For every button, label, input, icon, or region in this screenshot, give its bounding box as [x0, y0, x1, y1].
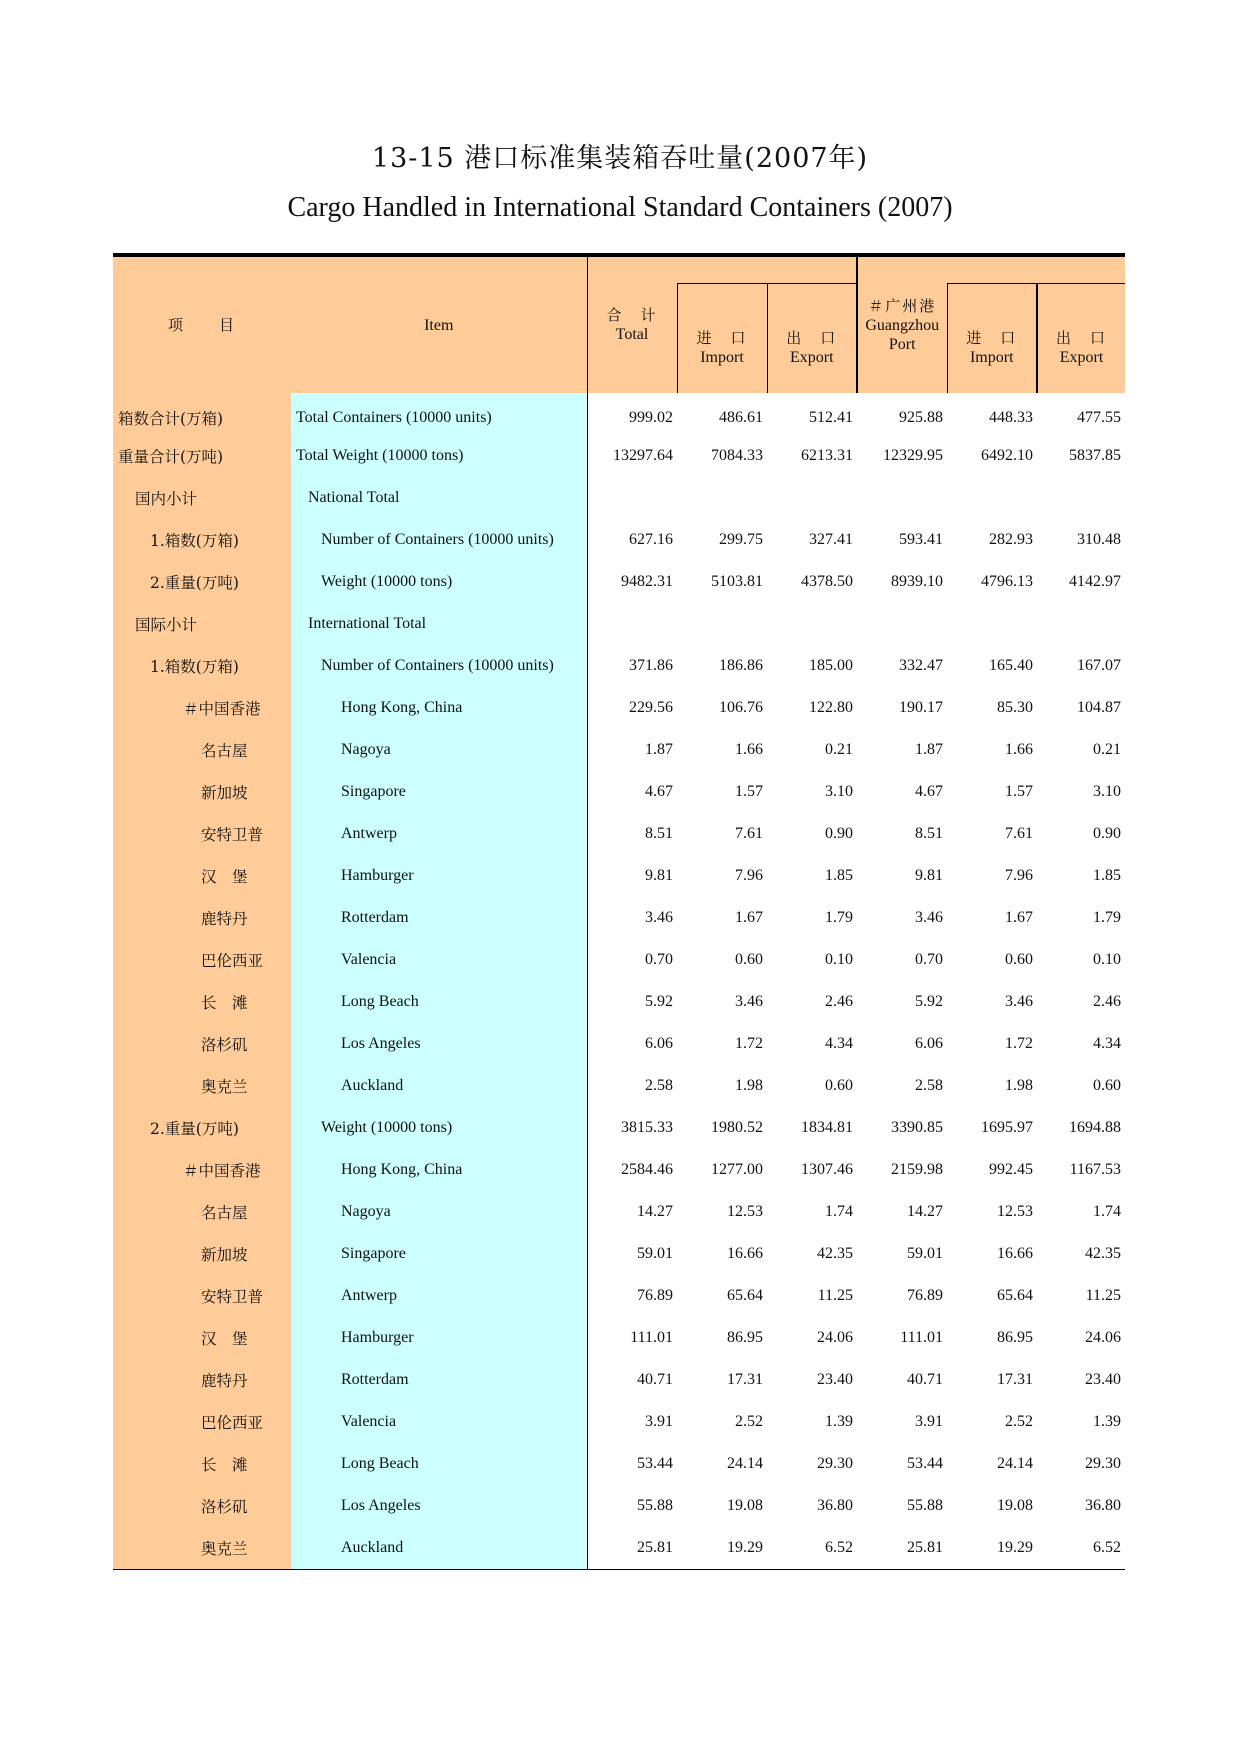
table-row [113, 1443, 1125, 1485]
cell-import: 86.95 [677, 1317, 767, 1359]
cell-gz-total: 8.51 [857, 813, 947, 855]
table-header [113, 255, 1125, 393]
table-row [113, 1065, 1125, 1107]
cell-gz-export: 29.30 [1037, 1443, 1125, 1485]
cell-gz-export: 11.25 [1037, 1275, 1125, 1317]
cell-export: 1.79 [767, 897, 857, 939]
row-label-en: Number of Containers (10000 units) [291, 645, 587, 687]
table-row [113, 1191, 1125, 1233]
cell-gz-export: 4.34 [1037, 1023, 1125, 1065]
cell-gz-import: 1.66 [947, 729, 1037, 771]
table-row [113, 1233, 1125, 1275]
table-row [113, 1275, 1125, 1317]
cell-import: 486.61 [677, 393, 767, 435]
cell-gz-export: 6.52 [1037, 1527, 1125, 1569]
cell-import: 1.67 [677, 897, 767, 939]
cell-gz-import: 65.64 [947, 1275, 1037, 1317]
table-row [113, 729, 1125, 771]
cell-export: 512.41 [767, 393, 857, 435]
cell-gz-import: 7.96 [947, 855, 1037, 897]
row-label-en: Los Angeles [291, 1485, 587, 1527]
cell-import: 1.72 [677, 1023, 767, 1065]
row-label-cn: 箱数合计(万箱) [113, 393, 291, 435]
table-row [113, 687, 1125, 729]
row-label-cn: 奥克兰 [113, 1065, 291, 1107]
cell-gz-export: 0.21 [1037, 729, 1125, 771]
header-export: 出 口 Export [767, 283, 857, 393]
header-import: 进 口 Import [677, 283, 767, 393]
cell-gz-total: 3390.85 [857, 1107, 947, 1149]
row-label-cn: 洛杉矶 [113, 1023, 291, 1065]
cell-total: 111.01 [587, 1317, 677, 1359]
cell-gz-export: 104.87 [1037, 687, 1125, 729]
table-row [113, 435, 1125, 477]
cell-gz-export: 0.90 [1037, 813, 1125, 855]
cell-total: 229.56 [587, 687, 677, 729]
cell-gz-total: 14.27 [857, 1191, 947, 1233]
cell-gz-import: 7.61 [947, 813, 1037, 855]
cell-gz-total: 40.71 [857, 1359, 947, 1401]
cell-gz-export: 2.46 [1037, 981, 1125, 1023]
table-row [113, 1317, 1125, 1359]
row-label-en: Antwerp [291, 813, 587, 855]
row-label-en: Valencia [291, 939, 587, 981]
cell-import: 1.98 [677, 1065, 767, 1107]
cell-export: 0.60 [767, 1065, 857, 1107]
row-label-en: Weight (10000 tons) [291, 1107, 587, 1149]
cell-total: 9482.31 [587, 561, 677, 603]
row-label-en: Singapore [291, 771, 587, 813]
cell-gz-total: 12329.95 [857, 435, 947, 477]
cell-gz-import: 85.30 [947, 687, 1037, 729]
table-row [113, 561, 1125, 603]
row-label-en: Hamburger [291, 855, 587, 897]
cell-export: 0.90 [767, 813, 857, 855]
cell-gz-total [857, 603, 947, 645]
cell-export: 6213.31 [767, 435, 857, 477]
cell-total [587, 603, 677, 645]
cell-gz-import: 19.08 [947, 1485, 1037, 1527]
cell-gz-import: 1.72 [947, 1023, 1037, 1065]
cell-gz-total: 8939.10 [857, 561, 947, 603]
cell-export: 11.25 [767, 1275, 857, 1317]
cell-import: 1.57 [677, 771, 767, 813]
row-label-cn: 鹿特丹 [113, 1359, 291, 1401]
header-item-en: Item [291, 255, 587, 393]
cell-export: 122.80 [767, 687, 857, 729]
cell-gz-export: 1167.53 [1037, 1149, 1125, 1191]
cell-total: 999.02 [587, 393, 677, 435]
row-label-cn: ＃中国香港 [113, 1149, 291, 1191]
cell-total: 59.01 [587, 1233, 677, 1275]
cell-gz-export: 1.85 [1037, 855, 1125, 897]
row-label-en: International Total [291, 603, 587, 645]
cell-total: 0.70 [587, 939, 677, 981]
cell-gz-export: 1.39 [1037, 1401, 1125, 1443]
cell-gz-import: 0.60 [947, 939, 1037, 981]
cell-import [677, 477, 767, 519]
table-row [113, 981, 1125, 1023]
row-label-en: Nagoya [291, 729, 587, 771]
row-label-cn: 长 滩 [113, 1443, 291, 1485]
row-label-en: Auckland [291, 1065, 587, 1107]
cell-gz-total: 925.88 [857, 393, 947, 435]
cell-import: 0.60 [677, 939, 767, 981]
header-total: 合 计 Total [587, 255, 677, 393]
cell-gz-import: 1695.97 [947, 1107, 1037, 1149]
header-item-cn: 项 目 [113, 255, 291, 393]
cell-gz-import: 282.93 [947, 519, 1037, 561]
cell-gz-import: 86.95 [947, 1317, 1037, 1359]
cell-gz-total: 59.01 [857, 1233, 947, 1275]
cell-import: 3.46 [677, 981, 767, 1023]
row-label-cn: 国内小计 [113, 477, 291, 519]
header-gz-export: 出 口 Export [1037, 283, 1125, 393]
cell-export [767, 477, 857, 519]
row-label-en: Rotterdam [291, 897, 587, 939]
cell-gz-export: 0.10 [1037, 939, 1125, 981]
table-row [113, 1149, 1125, 1191]
cell-gz-export: 42.35 [1037, 1233, 1125, 1275]
cell-gz-total: 332.47 [857, 645, 947, 687]
cell-export: 4.34 [767, 1023, 857, 1065]
cell-total: 627.16 [587, 519, 677, 561]
table-row [113, 855, 1125, 897]
row-label-cn: 奥克兰 [113, 1527, 291, 1569]
cell-gz-import: 1.98 [947, 1065, 1037, 1107]
cell-import: 24.14 [677, 1443, 767, 1485]
row-label-en: Number of Containers (10000 units) [291, 519, 587, 561]
cell-total: 4.67 [587, 771, 677, 813]
row-label-cn: 汉 堡 [113, 1317, 291, 1359]
cell-export: 6.52 [767, 1527, 857, 1569]
row-label-en: Valencia [291, 1401, 587, 1443]
cell-gz-export: 36.80 [1037, 1485, 1125, 1527]
row-label-en: Hong Kong, China [291, 687, 587, 729]
cell-export: 1.85 [767, 855, 857, 897]
cell-export: 185.00 [767, 645, 857, 687]
cell-import: 2.52 [677, 1401, 767, 1443]
row-label-cn: 鹿特丹 [113, 897, 291, 939]
cell-gz-import: 19.29 [947, 1527, 1037, 1569]
cell-import: 186.86 [677, 645, 767, 687]
cell-gz-total: 53.44 [857, 1443, 947, 1485]
row-label-cn: ＃中国香港 [113, 687, 291, 729]
cell-total: 3.46 [587, 897, 677, 939]
cell-gz-import: 2.52 [947, 1401, 1037, 1443]
cell-export: 1.39 [767, 1401, 857, 1443]
cell-gz-export: 477.55 [1037, 393, 1125, 435]
cell-total: 5.92 [587, 981, 677, 1023]
cell-total: 55.88 [587, 1485, 677, 1527]
cell-gz-total: 0.70 [857, 939, 947, 981]
table-row [113, 939, 1125, 981]
row-label-cn: 安特卫普 [113, 813, 291, 855]
cell-gz-total: 4.67 [857, 771, 947, 813]
row-label-en: Long Beach [291, 981, 587, 1023]
cell-gz-total: 593.41 [857, 519, 947, 561]
cell-gz-import [947, 477, 1037, 519]
row-label-cn: 汉 堡 [113, 855, 291, 897]
cell-export: 4378.50 [767, 561, 857, 603]
cell-gz-import [947, 603, 1037, 645]
cell-gz-export: 310.48 [1037, 519, 1125, 561]
cell-total: 3.91 [587, 1401, 677, 1443]
cell-total: 2584.46 [587, 1149, 677, 1191]
row-label-cn: 新加坡 [113, 771, 291, 813]
cell-total: 9.81 [587, 855, 677, 897]
cell-total: 6.06 [587, 1023, 677, 1065]
header-gz-import: 进 口 Import [947, 283, 1037, 393]
cell-total: 40.71 [587, 1359, 677, 1401]
cell-export: 42.35 [767, 1233, 857, 1275]
row-label-cn: 长 滩 [113, 981, 291, 1023]
row-label-cn: 1.箱数(万箱) [113, 519, 291, 561]
row-label-cn: 重量合计(万吨) [113, 435, 291, 477]
table-row [113, 393, 1125, 435]
cell-gz-export: 1694.88 [1037, 1107, 1125, 1149]
header-total-group-spacer [677, 255, 857, 283]
row-label-en: Weight (10000 tons) [291, 561, 587, 603]
row-label-en: Los Angeles [291, 1023, 587, 1065]
row-label-en: Rotterdam [291, 1359, 587, 1401]
cell-total: 1.87 [587, 729, 677, 771]
cell-import: 12.53 [677, 1191, 767, 1233]
cell-gz-import: 3.46 [947, 981, 1037, 1023]
cell-gz-total: 25.81 [857, 1527, 947, 1569]
table-row [113, 603, 1125, 645]
cell-gz-export: 23.40 [1037, 1359, 1125, 1401]
cell-import: 17.31 [677, 1359, 767, 1401]
container-throughput-table-wrapper [113, 253, 1125, 1569]
cell-gz-total: 1.87 [857, 729, 947, 771]
cell-gz-export: 4142.97 [1037, 561, 1125, 603]
cell-total: 25.81 [587, 1527, 677, 1569]
cell-import: 1980.52 [677, 1107, 767, 1149]
row-label-cn: 名古屋 [113, 1191, 291, 1233]
cell-gz-import: 1.57 [947, 771, 1037, 813]
table-row [113, 1359, 1125, 1401]
row-label-cn: 安特卫普 [113, 1275, 291, 1317]
cell-total: 8.51 [587, 813, 677, 855]
row-label-cn: 新加坡 [113, 1233, 291, 1275]
cell-import: 1277.00 [677, 1149, 767, 1191]
cell-gz-total [857, 477, 947, 519]
row-label-en: Nagoya [291, 1191, 587, 1233]
cell-import: 16.66 [677, 1233, 767, 1275]
cell-gz-export: 24.06 [1037, 1317, 1125, 1359]
cell-gz-total: 3.46 [857, 897, 947, 939]
table-row [113, 1023, 1125, 1065]
cell-import: 7.96 [677, 855, 767, 897]
cell-export: 36.80 [767, 1485, 857, 1527]
row-label-en: Antwerp [291, 1275, 587, 1317]
cell-gz-import: 4796.13 [947, 561, 1037, 603]
table-row [113, 477, 1125, 519]
cell-import: 7084.33 [677, 435, 767, 477]
cell-gz-total: 111.01 [857, 1317, 947, 1359]
table-row [113, 519, 1125, 561]
cell-export: 1.74 [767, 1191, 857, 1233]
cell-export: 0.21 [767, 729, 857, 771]
cell-export: 327.41 [767, 519, 857, 561]
table-row [113, 1107, 1125, 1149]
header-gz-group-spacer [947, 255, 1125, 283]
cell-export: 29.30 [767, 1443, 857, 1485]
row-label-cn: 名古屋 [113, 729, 291, 771]
row-label-en: Total Containers (10000 units) [291, 393, 587, 435]
cell-total: 14.27 [587, 1191, 677, 1233]
page-title-en: Cargo Handled in International Standard Containers (2007) [287, 192, 953, 223]
row-label-cn: 1.箱数(万箱) [113, 645, 291, 687]
cell-import: 19.08 [677, 1485, 767, 1527]
page-title-cn: 13-15 港口标准集装箱吞吐量(2007年) [371, 143, 869, 174]
cell-import: 1.66 [677, 729, 767, 771]
cell-gz-import: 12.53 [947, 1191, 1037, 1233]
row-label-cn: 2.重量(万吨) [113, 561, 291, 603]
cell-export: 2.46 [767, 981, 857, 1023]
cell-gz-import: 6492.10 [947, 435, 1037, 477]
row-label-en: Singapore [291, 1233, 587, 1275]
cell-total [587, 477, 677, 519]
cell-total: 371.86 [587, 645, 677, 687]
row-label-en: Auckland [291, 1527, 587, 1569]
cell-gz-total: 2.58 [857, 1065, 947, 1107]
cell-gz-total: 6.06 [857, 1023, 947, 1065]
row-label-cn: 2.重量(万吨) [113, 1107, 291, 1149]
cell-export: 3.10 [767, 771, 857, 813]
table-body [113, 393, 1125, 1569]
table-bottom-rule [113, 1569, 1125, 1570]
cell-total: 13297.64 [587, 435, 677, 477]
table-row [113, 1485, 1125, 1527]
cell-gz-export: 1.74 [1037, 1191, 1125, 1233]
header-guangzhou-port: ＃广州港 Guangzhou Port [857, 255, 947, 393]
cell-export: 0.10 [767, 939, 857, 981]
cell-export: 1307.46 [767, 1149, 857, 1191]
table-row [113, 645, 1125, 687]
row-label-en: National Total [291, 477, 587, 519]
cell-gz-total: 55.88 [857, 1485, 947, 1527]
cell-gz-export [1037, 477, 1125, 519]
cell-total: 3815.33 [587, 1107, 677, 1149]
cell-total: 2.58 [587, 1065, 677, 1107]
cell-gz-total: 3.91 [857, 1401, 947, 1443]
cell-gz-import: 448.33 [947, 393, 1037, 435]
row-label-cn: 国际小计 [113, 603, 291, 645]
row-label-cn: 洛杉矶 [113, 1485, 291, 1527]
row-label-cn: 巴伦西亚 [113, 1401, 291, 1443]
cell-gz-total: 2159.98 [857, 1149, 947, 1191]
row-label-en: Hong Kong, China [291, 1149, 587, 1191]
cell-gz-total: 76.89 [857, 1275, 947, 1317]
cell-gz-import: 24.14 [947, 1443, 1037, 1485]
row-label-cn: 巴伦西亚 [113, 939, 291, 981]
cell-gz-export: 0.60 [1037, 1065, 1125, 1107]
cell-gz-export: 167.07 [1037, 645, 1125, 687]
row-label-en: Hamburger [291, 1317, 587, 1359]
cell-export: 1834.81 [767, 1107, 857, 1149]
cell-export: 24.06 [767, 1317, 857, 1359]
cell-import: 106.76 [677, 687, 767, 729]
cell-import: 5103.81 [677, 561, 767, 603]
container-throughput-table [113, 253, 1125, 1569]
cell-total: 53.44 [587, 1443, 677, 1485]
table-row [113, 771, 1125, 813]
cell-gz-export [1037, 603, 1125, 645]
table-row [113, 897, 1125, 939]
cell-export [767, 603, 857, 645]
cell-import: 299.75 [677, 519, 767, 561]
cell-gz-import: 16.66 [947, 1233, 1037, 1275]
cell-gz-import: 165.40 [947, 645, 1037, 687]
cell-import: 7.61 [677, 813, 767, 855]
row-label-en: Long Beach [291, 1443, 587, 1485]
cell-gz-export: 3.10 [1037, 771, 1125, 813]
table-row [113, 1527, 1125, 1569]
cell-total: 76.89 [587, 1275, 677, 1317]
cell-import [677, 603, 767, 645]
table-row [113, 1401, 1125, 1443]
table-row [113, 813, 1125, 855]
cell-gz-total: 9.81 [857, 855, 947, 897]
cell-gz-export: 1.79 [1037, 897, 1125, 939]
cell-gz-import: 17.31 [947, 1359, 1037, 1401]
cell-gz-total: 190.17 [857, 687, 947, 729]
cell-gz-export: 5837.85 [1037, 435, 1125, 477]
row-label-en: Total Weight (10000 tons) [291, 435, 587, 477]
cell-import: 19.29 [677, 1527, 767, 1569]
cell-gz-import: 992.45 [947, 1149, 1037, 1191]
cell-import: 65.64 [677, 1275, 767, 1317]
cell-gz-total: 5.92 [857, 981, 947, 1023]
cell-gz-import: 1.67 [947, 897, 1037, 939]
cell-export: 23.40 [767, 1359, 857, 1401]
